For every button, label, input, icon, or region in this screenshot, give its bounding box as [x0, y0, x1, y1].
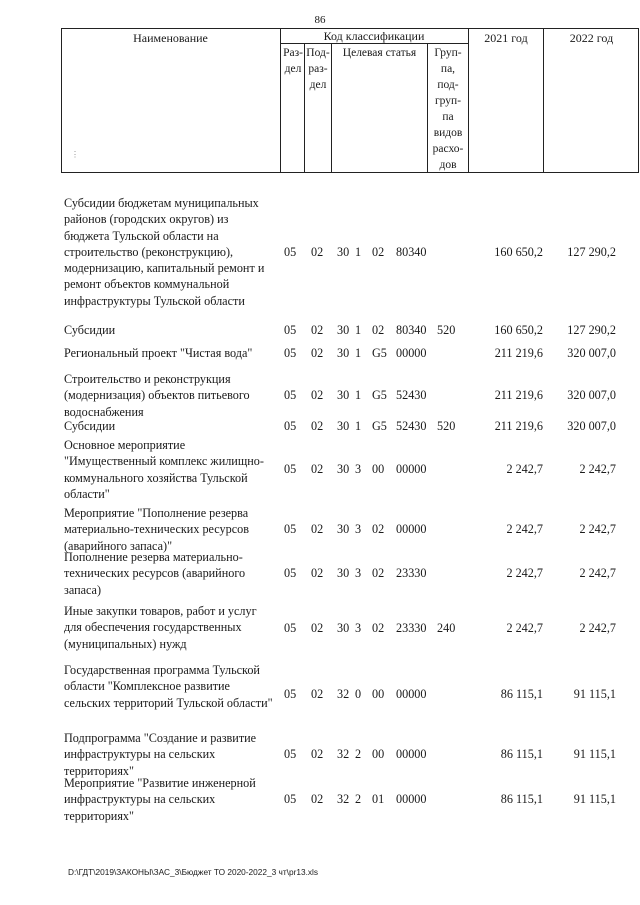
- row-target-program: 30: [337, 522, 350, 536]
- row-target-event: 01: [372, 792, 385, 806]
- row-target-program: 32: [337, 687, 350, 701]
- row-razdel: 05: [284, 621, 297, 635]
- row-amount-2022: 2 242,7: [579, 462, 616, 476]
- row-name: Иные закупки товаров, работ и услуг для обеспечения государственных (муниципальных) нужд: [64, 604, 257, 651]
- row-amount-2022: 127 290,2: [567, 323, 616, 337]
- row-name: Строительство и реконструкция (модернизация) объектов питьевого водоснабжения: [64, 372, 250, 419]
- row-podrazdel: 02: [311, 522, 324, 536]
- row-amount-2021: 211 219,6: [494, 346, 543, 360]
- header-podrazdel: Под- раз- дел: [306, 47, 330, 91]
- row-target-event: 02: [372, 566, 385, 580]
- row-razdel: 05: [284, 245, 297, 259]
- row-amount-2021: 2 242,7: [506, 462, 543, 476]
- row-amount-2021: 86 115,1: [500, 792, 543, 806]
- row-razdel: 05: [284, 462, 297, 476]
- row-target-subprogram: 2: [355, 792, 362, 806]
- row-name: Государственная программа Тульской области "Комплексное развитие сельских территорий Тульской области": [64, 663, 273, 710]
- row-podrazdel: 02: [311, 747, 324, 761]
- header-2022: 2022 год: [569, 31, 614, 45]
- row-amount-2021: 211 219,6: [494, 419, 543, 433]
- row-target-direction: 00000: [396, 346, 427, 360]
- row-amount-2022: 91 115,1: [573, 747, 616, 761]
- row-podrazdel: 02: [311, 462, 324, 476]
- row-amount-2021: 2 242,7: [506, 621, 543, 635]
- row-podrazdel: 02: [311, 245, 324, 259]
- row-razdel: 05: [284, 323, 297, 337]
- row-target-event: 00: [372, 462, 385, 476]
- row-amount-2022: 320 007,0: [567, 346, 616, 360]
- table-header: [61, 28, 639, 172]
- row-razdel: 05: [284, 388, 297, 402]
- row-name: Субсидии бюджетам муниципальных районов (городских округов) из бюджета Тульской области на строительство (реконструкцию), модернизацию, капитальный ремонт и ремонт объектов коммунальной инфраструктуры Тульской области: [64, 196, 265, 308]
- row-name: Субсидии: [64, 323, 116, 337]
- row-target-subprogram: 0: [355, 687, 362, 701]
- header-razdel: Раз- дел: [283, 47, 303, 75]
- row-amount-2022: 2 242,7: [579, 621, 616, 635]
- row-target-event: 02: [372, 323, 385, 337]
- row-target-subprogram: 3: [355, 566, 362, 580]
- row-target-event: 02: [372, 621, 385, 635]
- row-razdel: 05: [284, 687, 297, 701]
- row-target-program: 30: [337, 346, 350, 360]
- row-target-subprogram: 1: [355, 388, 362, 402]
- row-target-direction: 80340: [396, 245, 427, 259]
- row-amount-2021: 2 242,7: [506, 566, 543, 580]
- row-target-subprogram: 1: [355, 323, 362, 337]
- row-target-program: 30: [337, 566, 350, 580]
- row-amount-2021: 2 242,7: [506, 522, 543, 536]
- page-number: 86: [314, 14, 326, 26]
- row-name: Субсидии: [64, 419, 116, 433]
- row-podrazdel: 02: [311, 388, 324, 402]
- row-target-subprogram: 1: [355, 346, 362, 360]
- row-target-event: 00: [372, 687, 385, 701]
- row-target-subprogram: 1: [355, 419, 362, 433]
- row-amount-2021: 86 115,1: [500, 747, 543, 761]
- row-target-subprogram: 3: [355, 621, 362, 635]
- row-target-subprogram: 1: [355, 245, 362, 259]
- row-target-program: 30: [337, 245, 350, 259]
- row-name: Мероприятие "Развитие инженерной инфраструктуры на сельских территориях": [64, 776, 256, 823]
- row-target-direction: 00000: [396, 747, 427, 761]
- row-target-direction: 52430: [396, 388, 427, 402]
- row-podrazdel: 02: [311, 323, 324, 337]
- row-amount-2022: 2 242,7: [579, 566, 616, 580]
- row-target-program: 30: [337, 323, 350, 337]
- row-name: Пополнение резерва материально-технических ресурсов (аварийного запаса): [64, 550, 246, 597]
- row-target-subprogram: 3: [355, 522, 362, 536]
- row-podrazdel: 02: [311, 792, 324, 806]
- row-name: Основное мероприятие "Имущественный комплекс жилищно-коммунального хозяйства Тульской области": [64, 438, 264, 501]
- row-razdel: 05: [284, 566, 297, 580]
- footer-file-path: D:\ГДТ\2019\ЗАКОНЫ\ЗАС_3\Бюджет ТО 2020-2022_3 чт\pr13.xls: [68, 867, 319, 877]
- row-amount-2021: 160 650,2: [494, 323, 543, 337]
- row-target-direction: 00000: [396, 462, 427, 476]
- row-target-program: 30: [337, 388, 350, 402]
- row-target-subprogram: 2: [355, 747, 362, 761]
- row-target-subprogram: 3: [355, 462, 362, 476]
- row-name: Региональный проект "Чистая вода": [64, 346, 253, 360]
- row-amount-2021: 211 219,6: [494, 388, 543, 402]
- row-target-direction: 80340: [396, 323, 427, 337]
- header-target: Целевая статья: [342, 47, 417, 59]
- row-razdel: 05: [284, 792, 297, 806]
- row-target-program: 30: [337, 419, 350, 433]
- row-podrazdel: 02: [311, 621, 324, 635]
- row-razdel: 05: [284, 419, 297, 433]
- header-name: Наименование: [133, 31, 208, 45]
- row-name: Мероприятие "Пополнение резерва материально-технических ресурсов (аварийного запаса)": [64, 506, 249, 553]
- row-vid: 520: [437, 323, 456, 337]
- row-target-event: 00: [372, 747, 385, 761]
- row-amount-2022: 127 290,2: [567, 245, 616, 259]
- row-target-event: 02: [372, 522, 385, 536]
- row-amount-2022: 320 007,0: [567, 388, 616, 402]
- row-target-event: 02: [372, 245, 385, 259]
- row-amount-2022: 320 007,0: [567, 419, 616, 433]
- row-target-direction: 00000: [396, 522, 427, 536]
- row-amount-2021: 160 650,2: [494, 245, 543, 259]
- row-target-direction: 00000: [396, 687, 427, 701]
- row-podrazdel: 02: [311, 419, 324, 433]
- row-target-event: G5: [372, 388, 387, 402]
- row-target-event: G5: [372, 419, 387, 433]
- row-name: Подпрограмма "Создание и развитие инфраструктуры на сельских территориях": [64, 731, 257, 778]
- row-podrazdel: 02: [311, 346, 324, 360]
- row-razdel: 05: [284, 522, 297, 536]
- scan-marks: ⋮: [71, 150, 79, 159]
- row-target-program: 32: [337, 747, 350, 761]
- row-podrazdel: 02: [311, 566, 324, 580]
- row-target-program: 30: [337, 621, 350, 635]
- row-target-direction: 00000: [396, 792, 427, 806]
- row-target-program: 32: [337, 792, 350, 806]
- row-target-event: G5: [372, 346, 387, 360]
- row-podrazdel: 02: [311, 687, 324, 701]
- row-amount-2022: 2 242,7: [579, 522, 616, 536]
- row-target-direction: 23330: [396, 621, 427, 635]
- row-razdel: 05: [284, 346, 297, 360]
- row-target-direction: 23330: [396, 566, 427, 580]
- header-2021: 2021 год: [484, 31, 528, 45]
- row-amount-2022: 91 115,1: [573, 687, 616, 701]
- row-razdel: 05: [284, 747, 297, 761]
- row-target-program: 30: [337, 462, 350, 476]
- header-vid: Груп- па, под- груп- па видов расхо- дов: [432, 47, 464, 171]
- row-target-direction: 52430: [396, 419, 427, 433]
- row-amount-2021: 86 115,1: [500, 687, 543, 701]
- header-code-group: Код классификации: [323, 29, 425, 43]
- row-vid: 520: [437, 419, 456, 433]
- row-vid: 240: [437, 621, 456, 635]
- row-amount-2022: 91 115,1: [573, 792, 616, 806]
